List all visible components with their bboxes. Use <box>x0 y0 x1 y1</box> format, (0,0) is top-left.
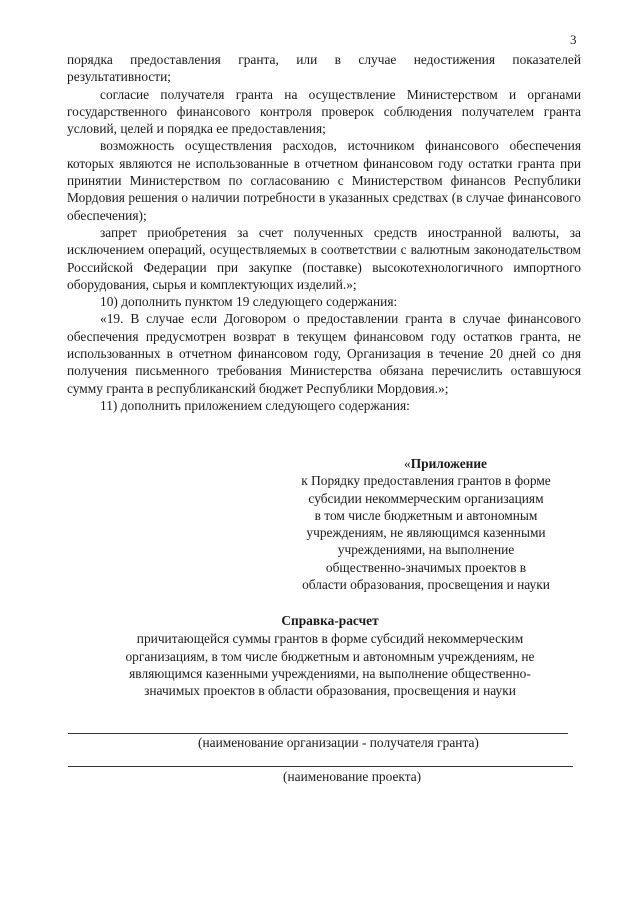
certificate-block <box>90 612 570 699</box>
paragraph: возможность осуществления расходов, источником финансового обеспечения которых являются не использованные в отчетном финансовом году остатки гранта при принятии Министерством по согласованию с Министерством финансов Республики Мордовия решения о наличии потребности в указанных средствах (в случае финансового обеспечения); <box>67 138 581 223</box>
certificate-line: причитающейся суммы грантов в форме субсидий некоммерческим <box>136 631 524 647</box>
appendix-line: к Порядку предоставления грантов в форме <box>301 473 551 489</box>
paragraph: «19. В случае если Договором о предоставлении гранта в случае финансового обеспечения предусмотрен возврат в текущем финансовом году остатков гранта, не использованных в отчетном финансовом году, Организация в течение 20 дней со дня получения письменного требования Министерства обязана перечислить оставшуюся сумму гранта в республиканский бюджет Республики Мордовия.»; <box>67 311 581 396</box>
appendix-line: области образования, просвещения и науки <box>302 577 550 593</box>
page-number: 3 <box>570 32 577 47</box>
project-field-line <box>68 766 573 767</box>
appendix-line: в том числе бюджетным и автономным <box>314 507 538 523</box>
body-text <box>67 51 581 414</box>
organization-field-caption: (наименование организации - получателя гранта) <box>198 735 479 750</box>
appendix-line: учреждениями, на выполнение <box>337 542 515 558</box>
appendix-title <box>276 455 576 472</box>
paragraph: 11) дополнить приложением следующего содержания: <box>100 397 410 413</box>
appendix-block <box>276 455 576 593</box>
paragraph: запрет приобретения за счет полученных средств иностранной валюты, за исключением операций, осуществляемых в соответствии с валютным законодательством Российской Федерации при закупке (поставке) высокотехнологичного импортного оборудования, сырья и комплектующих изделий.»; <box>67 224 581 292</box>
certificate-heading: Справка-расчет <box>281 613 379 628</box>
organization-field-line <box>68 733 568 734</box>
certificate-line: значимых проектов в области образования, просвещения и науки <box>144 683 516 699</box>
paragraph: согласие получателя гранта на осуществление Министерством и органами государственного финансового контроля проверок соблюдения получателем гранта условий, целей и порядка ее предоставления; <box>67 86 581 137</box>
paragraph: порядка предоставления гранта, или в случае недостижения показателей результативности; <box>67 52 581 85</box>
certificate-line: организациям, в том числе бюджетным и автономным учреждениям, не <box>125 648 535 664</box>
project-field-caption: (наименование проекта) <box>283 769 422 784</box>
paragraph: 10) дополнить пунктом 19 следующего содержания: <box>100 294 398 310</box>
appendix-line: учреждениям, не являющимся казенными <box>306 525 546 541</box>
appendix-title-text: Приложение <box>410 456 488 471</box>
certificate-line: являющимся казенными учреждениями, на выполнение общественно- <box>129 665 531 681</box>
appendix-line: общественно-значимых проектов в <box>325 559 527 575</box>
open-quote: « <box>404 456 411 471</box>
appendix-line: субсидии некоммерческим организациям <box>308 490 544 506</box>
